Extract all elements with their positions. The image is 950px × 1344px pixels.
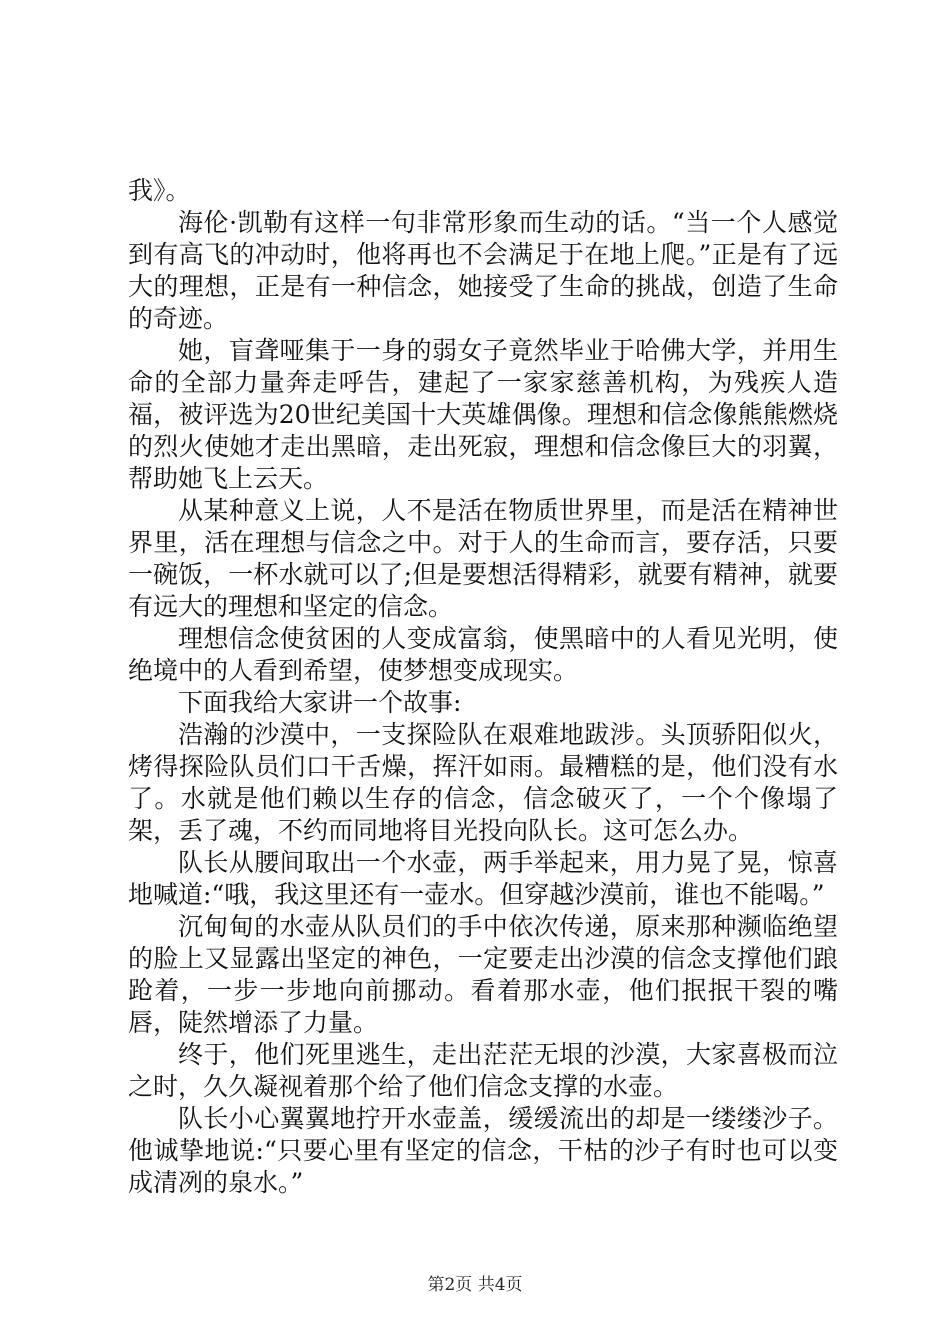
paragraph-continuation: 我》。 (128, 176, 191, 205)
paragraph-kettle-passed: 沉甸甸的水壶从队员们的手中依次传递，原来那种濒临绝望的脸上又显露出坚定的神色，一定要走出沙漠的信念支撑他们踉跄着，一步一步地向前挪动。看着那水壶，他们抿抿干裂的嘴唇，陡然增添了力量。 (128, 912, 838, 1037)
paragraph-helen-keller-quote: 海伦·凯勒有这样一句非常形象而生动的话。“当一个人感觉到有高飞的冲动时，他将再也不会满足于在地上爬。”正是有了远大的理想，正是有一种信念，她接受了生命的挑战，创造了生命的奇迹。 (128, 208, 838, 333)
paragraph-story-intro: 下面我给大家讲一个故事: (178, 688, 462, 717)
paragraph-ideals-power: 理想信念使贫困的人变成富翁，使黑暗中的人看见光明，使绝境中的人看到希望，使梦想变成现实。 (128, 624, 838, 685)
paragraph-sand-revealed: 队长小心翼翼地拧开水壶盖，缓缓流出的却是一缕缕沙子。他诚挚地说:“只要心里有坚定的信念，干枯的沙子有时也可以变成清冽的泉水。” (128, 1104, 838, 1197)
paragraph-captain-kettle: 队长从腰间取出一个水壶，两手举起来，用力晃了晃，惊喜地喊道:“哦，我这里还有一壶水。但穿越沙漠前，谁也不能喝。” (128, 848, 838, 909)
paragraph-escape: 终于，他们死里逃生，走出茫茫无垠的沙漠，大家喜极而泣之时，久久凝视着那个给了他们信念支撑的水壶。 (128, 1040, 838, 1101)
paragraph-helen-keller-life: 她，盲聋哑集于一身的弱女子竟然毕业于哈佛大学，并用生命的全部力量奔走呼告，建起了一家家慈善机构，为残疾人造福，被评选为20世纪美国十大英雄偶像。理想和信念像熊熊燃烧的烈火使她才走出黑暗，走出死寂，理想和信念像巨大的羽翼，帮助她飞上云天。 (128, 336, 838, 493)
page-number-footer: 第2页 共4页 (427, 1275, 523, 1295)
paragraph-spiritual-world: 从某种意义上说，人不是活在物质世界里，而是活在精神世界里，活在理想与信念之中。对于人的生命而言，要存活，只要一碗饭，一杯水就可以了;但是要想活得精彩，就要有精神，就要有远大的理想和坚定的信念。 (128, 496, 838, 621)
document-body (128, 175, 838, 1199)
paragraph-desert-expedition: 浩瀚的沙漠中，一支探险队在艰难地跋涉。头顶骄阳似火，烤得探险队员们口干舌燥，挥汗如雨。最糟糕的是，他们没有水了。水就是他们赖以生存的信念，信念破灭了，一个个像塌了架，丢了魂，不约而同地将目光投向队长。这可怎么办。 (128, 720, 838, 845)
